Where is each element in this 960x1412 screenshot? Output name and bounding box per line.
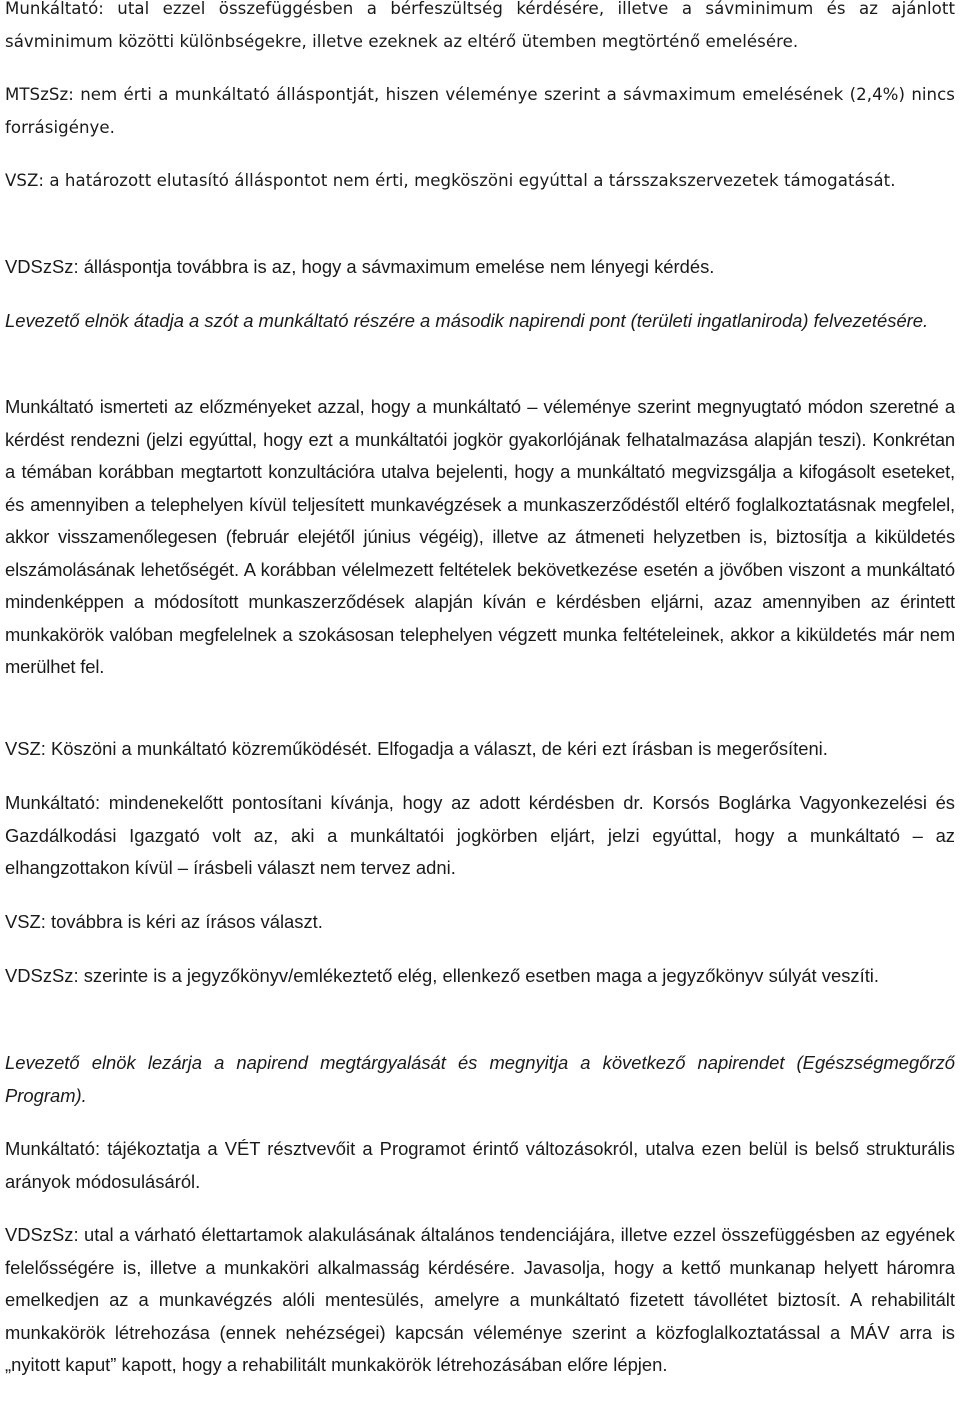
paragraph-employer-program-info: Munkáltató: tájékoztatja a VÉT résztvevőit a Programot érintő változásokról, utalva ezen belül is belső strukturális arányok módosulásáról. xyxy=(5,1138,955,1192)
paragraph-vdszsz-minutes: VDSzSz: szerinte is a jegyzőkönyv/emlékeztető elég, ellenkező esetben maga a jegyzőkönyv súlyát veszíti. xyxy=(5,965,879,986)
paragraph-employer-wage-tension: Munkáltató: utal ezzel összefüggésben a bérfeszültség kérdésére, illetve a sávminimum és az ajánlott sávminimum közötti különbségekre, illetve ezeknek az eltérő ütemben megtörténő emelésére. xyxy=(5,0,955,51)
paragraph-mtszsz-position: MTSzSz: nem érti a munkáltató álláspontját, hiszen véleménye szerint a sávmaximum emelésének (2,4%) nincs forrásigénye. xyxy=(5,85,955,137)
paragraph-vsz-thanks: VSZ: a határozott elutasító álláspontot nem érti, megköszöni egyúttal a társszakszervezetek támogatását. xyxy=(5,171,896,190)
paragraph-vdszsz-life-expectancy: VDSzSz: utal a várható élettartamok alakulásának általános tendenciájára, illetve ezzel összefüggésben az egyének felelősségére is, illetve a munkaköri alkalmasság kérdésére. Javasolja, hogy a kettő munkanap helyett háromra emelkedjen az a munkavégzés alóli mentesülés, amelyre a munkáltató fizetett távollétet biztosít. A rehabilitált munkakörök létrehozása (ennek nehézségei) kapcsán véleménye szerint a közfoglalkoztatással a MÁV arra is „nyitott kaput” kapott, hogy a rehabilitált munkakörök létrehozásában előre lépjen. xyxy=(5,1224,955,1375)
paragraph-vsz-acknowledges: VSZ: Köszöni a munkáltató közreműködését. Elfogadja a választ, de kéri ezt írásban is megerősíteni. xyxy=(5,738,828,759)
paragraph-employer-clarifies: Munkáltató: mindenekelőtt pontosítani kívánja, hogy az adott kérdésben dr. Korsós Boglárka Vagyonkezelési és Gazdálkodási Igazgató volt az, aki a munkáltatói jogkörben eljárt, jelzi egyúttal, hogy a munkáltató – az elhangzottakon kívül – írásbeli választ nem tervez adni. xyxy=(5,792,955,878)
paragraph-vdszsz-position: VDSzSz: álláspontja továbbra is az, hogy a sávmaximum emelése nem lényegi kérdés. xyxy=(5,256,715,277)
paragraph-vsz-written-request: VSZ: továbbra is kéri az írásos választ. xyxy=(5,911,323,932)
paragraph-chair-next-agenda: Levezető elnök lezárja a napirend megtárgyalását és megnyitja a következő napirendet (Egészségmegőrző Program). xyxy=(5,1052,955,1106)
paragraph-chair-second-agenda: Levezető elnök átadja a szót a munkáltató részére a második napirendi pont (területi ingatlaniroda) felvezetésére. xyxy=(5,310,929,331)
paragraph-employer-background: Munkáltató ismerteti az előzményeket azzal, hogy a munkáltató – véleménye szerint megnyugtató módon szeretné a kérdést rendezni (jelzi egyúttal, hogy ezt a munkáltatói jogkör gyakorlójának felhatalmazása alapján teszi). Konkrétan a témában korábban megtartott konzultációra utalva bejelenti, hogy a munkáltató megvizsgálja a kifogásolt eseteket, és amennyiben a telephelyen kívül teljesített munkavégzések a munkaszerződéstől eltérő foglalkoztatásnak megfelel, akkor visszamenőlegesen (február elejétől június végéig), illetve az átmeneti helyzetben is, biztosítja a kiküldetés elszámolásának lehetőségét. A korábban vélelmezett feltételek bekövetkezése esetén a jövőben viszont a munkáltató mindenképpen a módosított munkaszerződések alapján kíván e kérdésben eljárni, azaz amennyiben az érintett munkakörök valóban megfelelnek a szokásosan telephelyen végzett munka feltételeinek, akkor a kiküldetés már nem merülhet fel. xyxy=(5,396,955,677)
